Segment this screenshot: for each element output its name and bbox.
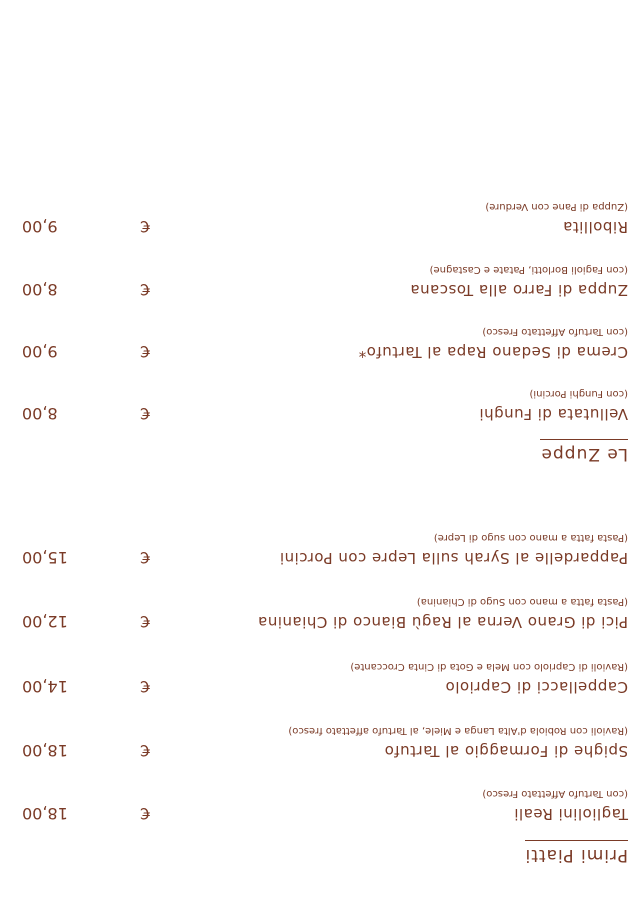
currency-symbol: € [139,548,150,567]
item-price [12,280,150,299]
price-value: 12,00 [22,612,68,631]
item-price [12,217,150,236]
currency-symbol: € [139,217,150,236]
item-price [12,548,150,567]
item-price [12,741,150,760]
currency-symbol: € [139,677,150,696]
item-description: (con Fagioli Borlotti, Patate e Castagne) [429,264,628,275]
item-price [12,612,150,631]
currency-symbol: € [139,280,150,299]
price-value: 9,00 [22,342,58,361]
item-name: Pappardelle al Syrah sulla Lepre con Porcini [279,549,628,567]
item-price [12,677,150,696]
item-name: Vellutata di Funghi [478,405,628,423]
price-value: 8,00 [22,404,58,423]
item-price [12,404,150,423]
currency-symbol: € [139,804,150,823]
item-description: (Pasta fatta a mano con Sugo di Chianina) [416,596,628,607]
item-description: (Pasta fatta a mano con sugo di Lepre) [433,532,628,543]
item-name: Pici di Grano Verna al Ragù Bianco di Chianina [257,613,628,631]
menu-item-vellutata-di-funghi [22,388,628,423]
section-title-primi-piatti: Primi Piatti [525,840,628,865]
currency-symbol: € [139,612,150,631]
price-value: 8,00 [22,280,58,299]
item-price [12,342,150,361]
price-value: 18,00 [22,804,68,823]
item-price [12,804,150,823]
item-description: (con Tartufo Affettato Fresco) [482,788,628,799]
currency-symbol: € [139,342,150,361]
item-name: Tagliolini Reali [513,805,628,823]
item-description: (Zuppa di Pane con Verdure) [485,201,628,212]
item-name: Zuppa di Farro alla Toscana [409,281,628,299]
price-value: 9,00 [22,217,58,236]
currency-symbol: € [139,741,150,760]
item-name: Crema di Sedano Rapa al Tartufo* [358,343,628,361]
item-description: (Ravioli di Capriolo con Mela e Gota di Cinta Croccante) [350,661,628,672]
item-description: (con Tartufo Affettato Fresco) [482,326,628,337]
menu-item-pappardelle-al-syrah [22,532,628,567]
item-description: (Ravioli con Robiola d'Alta Langa e Miele, al Tartufo affettato fresco) [288,725,628,736]
currency-symbol: € [139,404,150,423]
menu-item-spighe-di-formaggio [22,725,628,760]
item-name: Ribollita [562,218,628,236]
section-title-le-zuppe: Le Zuppe [541,439,629,464]
menu-item-tagliolini-reali [22,788,628,823]
price-value: 15,00 [22,548,68,567]
price-value: 18,00 [22,741,68,760]
item-name: Cappellacci di Capriolo [445,678,628,696]
menu-item-zuppa-di-farro [22,264,628,299]
item-description: (con Funghi Porcini) [529,388,628,399]
menu-item-ribollita [22,201,628,236]
item-name: Spighe di Formaggio al Tartufo [384,742,628,760]
menu-item-crema-di-sedano-rapa [22,326,628,361]
price-value: 14,00 [22,677,68,696]
menu-item-pici-di-grano-verna [22,596,628,631]
menu-item-cappellacci-di-capriolo [22,661,628,696]
